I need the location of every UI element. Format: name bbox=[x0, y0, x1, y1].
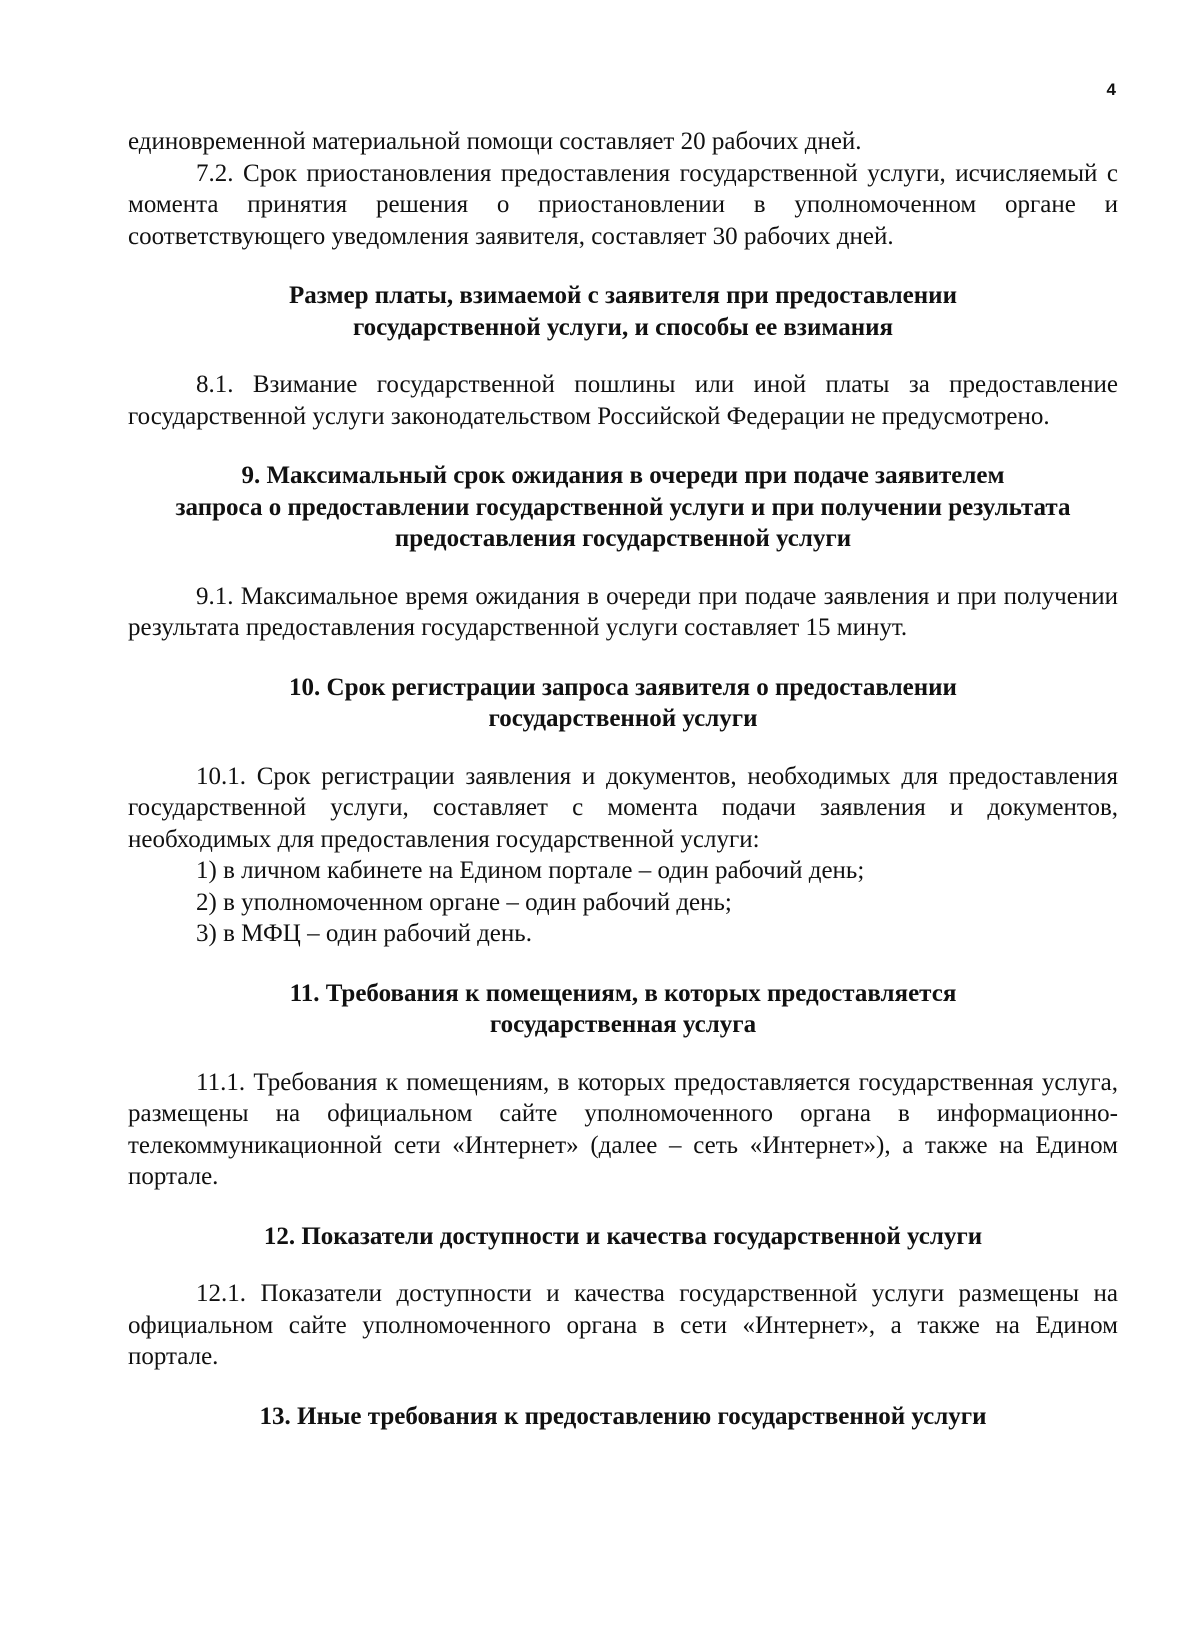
heading-section-13 bbox=[128, 1401, 1118, 1433]
paragraph-11-1: 11.1. Требования к помещениям, в которых предоставляется государственная услуга, размещены на официальном сайте уполномоченного органа в информационно-телекоммуникационной сети «Интернет» (далее – сеть «Интернет»), а также на Едином портале. bbox=[128, 1068, 1118, 1190]
heading-section-11 bbox=[128, 978, 1118, 1041]
heading-section-9 bbox=[128, 460, 1118, 555]
heading-line: 9. Максимальный срок ожидания в очереди при подаче заявителем bbox=[241, 462, 1005, 489]
heading-line: государственной услуги bbox=[488, 705, 758, 732]
heading-line: 13. Иные требования к предоставлению государственной услуги bbox=[259, 1402, 987, 1430]
list-item: 3) в МФЦ – один рабочий день. bbox=[196, 920, 532, 947]
heading-section-12 bbox=[128, 1221, 1118, 1253]
heading-line: 10. Срок регистрации запроса заявителя о предоставлении bbox=[289, 673, 957, 701]
paragraph-9-1: 9.1. Максимальное время ожидания в очереди при подаче заявления и при получении результата предоставления государственной услуги составляет 15 минут. bbox=[128, 582, 1118, 641]
paragraph-7-2: 7.2. Срок приостановления предоставления государственной услуги, исчисляемый с момента принятия решения о приостановлении в уполномоченном органе и соответствующего уведомления заявителя, составляет 30 рабочих дней. bbox=[128, 159, 1118, 250]
heading-section-8 bbox=[128, 280, 1118, 343]
paragraph-8-1: 8.1. Взимание государственной пошлины или иной платы за предоставление государственной услуги законодательством Российской Федерации не предусмотрено. bbox=[128, 371, 1118, 430]
heading-line: государственная услуга bbox=[489, 1011, 757, 1038]
page-number: 4 bbox=[1106, 80, 1116, 99]
heading-line: предоставления государственной услуги bbox=[394, 525, 852, 552]
paragraph-10-1: 10.1. Срок регистрации заявления и документов, необходимых для предоставления государственной услуги, составляет с момента подачи заявления и документов, необходимых для предоставления государственной услуги: bbox=[128, 762, 1118, 853]
document-body bbox=[128, 126, 1118, 1432]
list-item: 1) в личном кабинете на Едином портале – один рабочий день; bbox=[196, 857, 865, 884]
heading-line: государственной услуги, и способы ее взимания bbox=[352, 313, 894, 341]
heading-line: 12. Показатели доступности и качества государственной услуги bbox=[263, 1222, 983, 1250]
list-item: 2) в уполномоченном органе – один рабочий день; bbox=[196, 888, 732, 916]
paragraph-continuation: единовременной материальной помощи составляет 20 рабочих дней. bbox=[128, 128, 862, 155]
heading-line: 11. Требования к помещениям, в которых предоставляется bbox=[289, 979, 957, 1007]
paragraph-12-1: 12.1. Показатели доступности и качества государственной услуги размещены на официальном сайте уполномоченного органа в сети «Интернет», а также на Едином портале. bbox=[128, 1280, 1118, 1370]
heading-line: Размер платы, взимаемой с заявителя при предоставлении bbox=[289, 282, 957, 309]
heading-line: запроса о предоставлении государственной услуги и при получении результата bbox=[175, 493, 1071, 521]
heading-section-10 bbox=[128, 672, 1118, 735]
